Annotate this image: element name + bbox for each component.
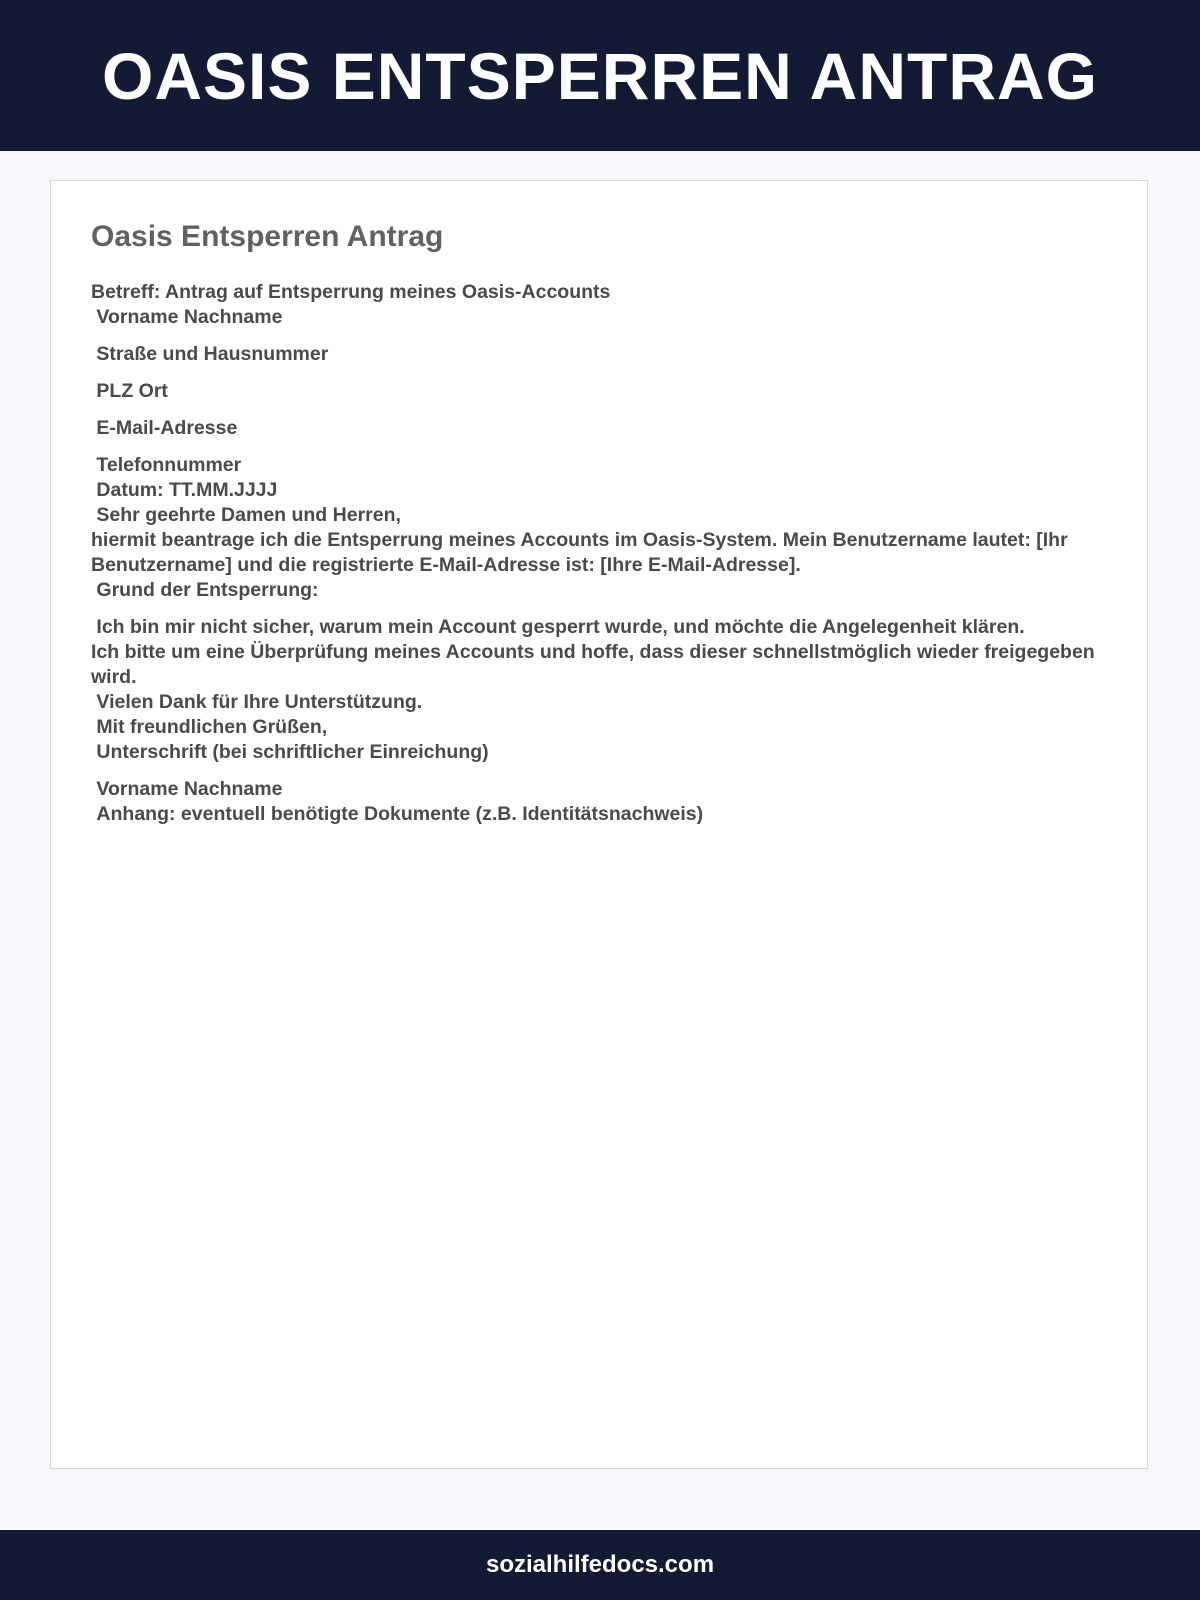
sender-email: E-Mail-Adresse (91, 417, 238, 439)
header-title: OASIS ENTSPERREN ANTRAG (102, 38, 1098, 113)
footer-site: sozialhilfedocs.com (485, 1551, 715, 1578)
document-card (50, 180, 1148, 1469)
sender-street: Straße und Hausnummer (91, 343, 329, 365)
reason-label: Grund der Entsperrung: (91, 579, 319, 601)
document-body (91, 280, 1111, 827)
reason-text: Ich bin mir nicht sicher, warum mein Account gesperrt wurde, und möchte die Angelegenheit klären. (91, 616, 1025, 638)
attachment-line: Anhang: eventuell benötigte Dokumente (z.B. Identitätsnachweis) (91, 803, 704, 825)
signature-line: Unterschrift (bei schriftlicher Einreichung) (91, 741, 489, 763)
request-paragraph: Ich bitte um eine Überprüfung meines Accounts und hoffe, dass dieser schnellstmöglich wieder freigegeben wird. (91, 641, 1101, 688)
thanks-line: Vielen Dank für Ihre Unterstützung. (91, 691, 423, 713)
date-line: Datum: TT.MM.JJJJ (91, 479, 278, 501)
subject-line: Betreff: Antrag auf Entsperrung meines Oasis-Accounts (91, 281, 611, 303)
document-title: Oasis Entsperren Antrag (91, 220, 444, 253)
page-header (0, 0, 1200, 151)
salutation: Sehr geehrte Damen und Herren, (91, 504, 401, 526)
sender-phone: Telefonnummer (91, 454, 242, 476)
sender-city: PLZ Ort (91, 380, 168, 402)
page-footer (0, 1530, 1200, 1600)
signer-name: Vorname Nachname (91, 778, 283, 800)
sender-name: Vorname Nachname (91, 306, 283, 328)
intro-paragraph: hiermit beantrage ich die Entsperrung meines Accounts im Oasis-System. Mein Benutzername lautet: [Ihr Benutzername] und die registrierte E-Mail-Adresse ist: [Ihre E-Mail-Adresse]. (91, 529, 1074, 576)
closing-line: Mit freundlichen Grüßen, (91, 716, 328, 738)
